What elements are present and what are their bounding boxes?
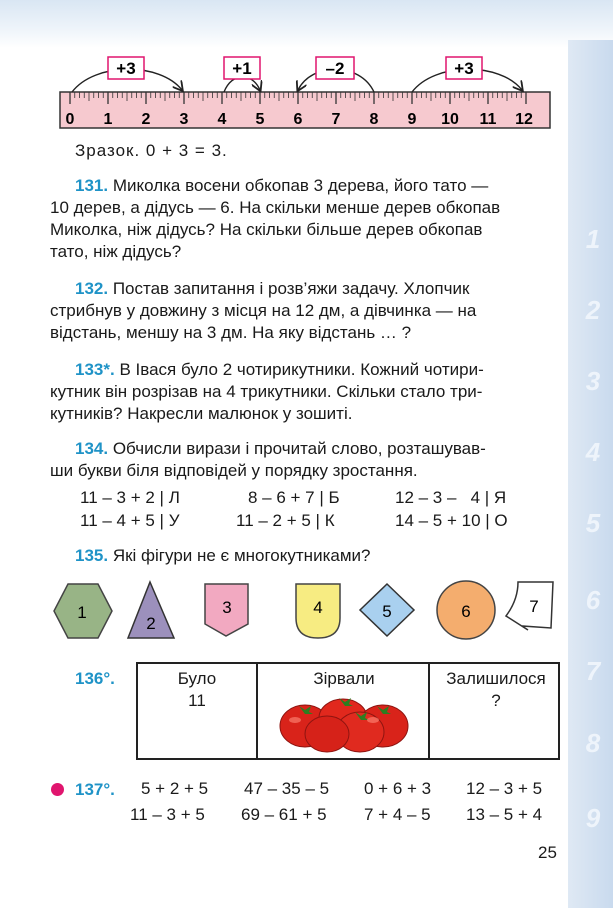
- side-number: 8: [585, 728, 601, 758]
- ruler-tick-label: 0: [65, 111, 75, 128]
- shape-label: 1: [77, 603, 87, 622]
- shape-label: 6: [461, 602, 471, 621]
- table-cell-picked: [260, 664, 430, 758]
- ruler-tick-label: 6: [293, 111, 303, 128]
- task-line: ши букви біля відповідей у порядку зростання.: [50, 461, 418, 480]
- task-line: кутник він розрізав на 4 трикутники. Скільки стало три-: [50, 382, 483, 401]
- task-number: 135.: [75, 546, 109, 565]
- expression: 7 + 4 – 5: [364, 805, 431, 824]
- ruler-tick-label: 2: [141, 111, 151, 128]
- side-number: 7: [585, 656, 601, 686]
- sample-text: Зразок. 0 + 3 = 3.: [75, 141, 228, 160]
- side-strip: [568, 40, 613, 908]
- expression: 69 – 61 + 5: [241, 805, 327, 824]
- task-number: 132.: [75, 279, 109, 298]
- side-number: 1: [585, 224, 601, 254]
- page-number: 25: [538, 843, 557, 862]
- task-number: 131.: [75, 176, 109, 195]
- side-number: 5: [585, 508, 601, 538]
- expression: 5 + 2 + 5: [141, 779, 209, 798]
- expression: 11 – 2 + 5 | К: [236, 511, 335, 530]
- task-line: В Івася було 2 чотирикутники. Кожний чотири-: [119, 360, 484, 379]
- table-value: 11: [188, 691, 206, 710]
- expression: 11 – 3 + 2 | Л: [80, 488, 180, 507]
- table-cell-left: [432, 664, 560, 758]
- task-line: Постав запитання і розв’яжи задачу. Хлопчик: [112, 279, 470, 298]
- number-ruler: [0, 0, 613, 140]
- ruler-tick-label: 3: [179, 111, 189, 128]
- bullet-dot: [51, 783, 64, 796]
- expression: 11 – 4 + 5 | У: [80, 511, 180, 530]
- expression: 14 – 5 + 10 | О: [395, 511, 508, 530]
- shape-label: 4: [313, 598, 323, 617]
- jump-label: +1: [232, 59, 252, 78]
- task-line: Миколка восени обкопав 3 дерева, його тато —: [112, 176, 489, 195]
- table-value: ?: [491, 691, 501, 710]
- ruler-tick-label: 1: [103, 111, 113, 128]
- task-135: [75, 545, 370, 567]
- tomatoes-illustration: [265, 692, 425, 754]
- ruler-tick-label: 11: [479, 111, 497, 128]
- task-number: 134.: [75, 439, 109, 458]
- side-number: 4: [585, 437, 601, 467]
- task-line: тато, ніж дідусь?: [50, 242, 182, 261]
- shape-label: 5: [382, 602, 392, 621]
- ruler-tick-label: 8: [369, 111, 379, 128]
- expression: 12 – 3 – 4 | Я: [395, 488, 507, 507]
- task-line: кутників? Накресли малюнок у зошиті.: [50, 404, 353, 423]
- task-line: 10 дерев, а дідусь — 6. На скільки менше дерев обкопав: [50, 198, 501, 217]
- shape-label: 2: [146, 614, 156, 633]
- side-number: 6: [585, 585, 601, 615]
- shape-label: 3: [222, 598, 232, 617]
- task-number: 133*.: [75, 360, 115, 379]
- ruler-tick-label: 9: [407, 111, 417, 128]
- jump-label: +3: [454, 59, 474, 78]
- task-line: Миколка, ніж дідусь? На скільки більше дерев обкопав: [50, 220, 483, 239]
- task-number: 137°.: [75, 780, 115, 799]
- task-133: [75, 359, 484, 381]
- jump-label: +3: [116, 59, 136, 78]
- table-cell-was: [138, 664, 258, 758]
- jump-label: –2: [325, 59, 345, 78]
- shape-label: 7: [529, 597, 539, 616]
- side-number: 3: [585, 366, 601, 396]
- ruler-tick-label: 12: [515, 111, 533, 128]
- expression: 8 – 6 + 7 | Б: [248, 488, 340, 507]
- task-131: [75, 175, 560, 198]
- expression: 12 – 3 + 5: [466, 779, 543, 798]
- ruler-tick-label: 10: [441, 111, 459, 128]
- ruler-tick-label: 5: [255, 111, 265, 128]
- table-header: Залишилося: [446, 669, 546, 688]
- expression: 13 – 5 + 4: [466, 805, 543, 824]
- expression: 47 – 35 – 5: [244, 779, 330, 798]
- task-136: [75, 668, 115, 690]
- task-132: [75, 278, 469, 300]
- ruler-tick-label: 7: [331, 111, 341, 128]
- task-line: стрибнув у довжину з місця на 12 дм, а дівчинка — на: [50, 301, 477, 320]
- task-line: Обчисли вирази і прочитай слово, розташував-: [112, 439, 486, 458]
- side-number: 9: [585, 803, 601, 833]
- table-header: Зірвали: [313, 669, 375, 688]
- ruler-tick-label: 4: [217, 111, 227, 128]
- task-137: [75, 779, 115, 801]
- ruler-body: [60, 92, 550, 128]
- task-number: 136°.: [75, 669, 115, 688]
- side-number: 2: [585, 295, 601, 325]
- task-136-table: [136, 662, 560, 760]
- table-header: Було: [177, 669, 217, 688]
- task-134: [75, 438, 486, 460]
- task-line: Які фігури не є многокутниками?: [112, 546, 371, 565]
- expression: 0 + 6 + 3: [364, 779, 432, 798]
- expression: 11 – 3 + 5: [130, 805, 205, 824]
- shapes-row: [0, 576, 560, 646]
- task-line: відстань, меншу на 3 дм. На яку відстань … ?: [50, 323, 412, 342]
